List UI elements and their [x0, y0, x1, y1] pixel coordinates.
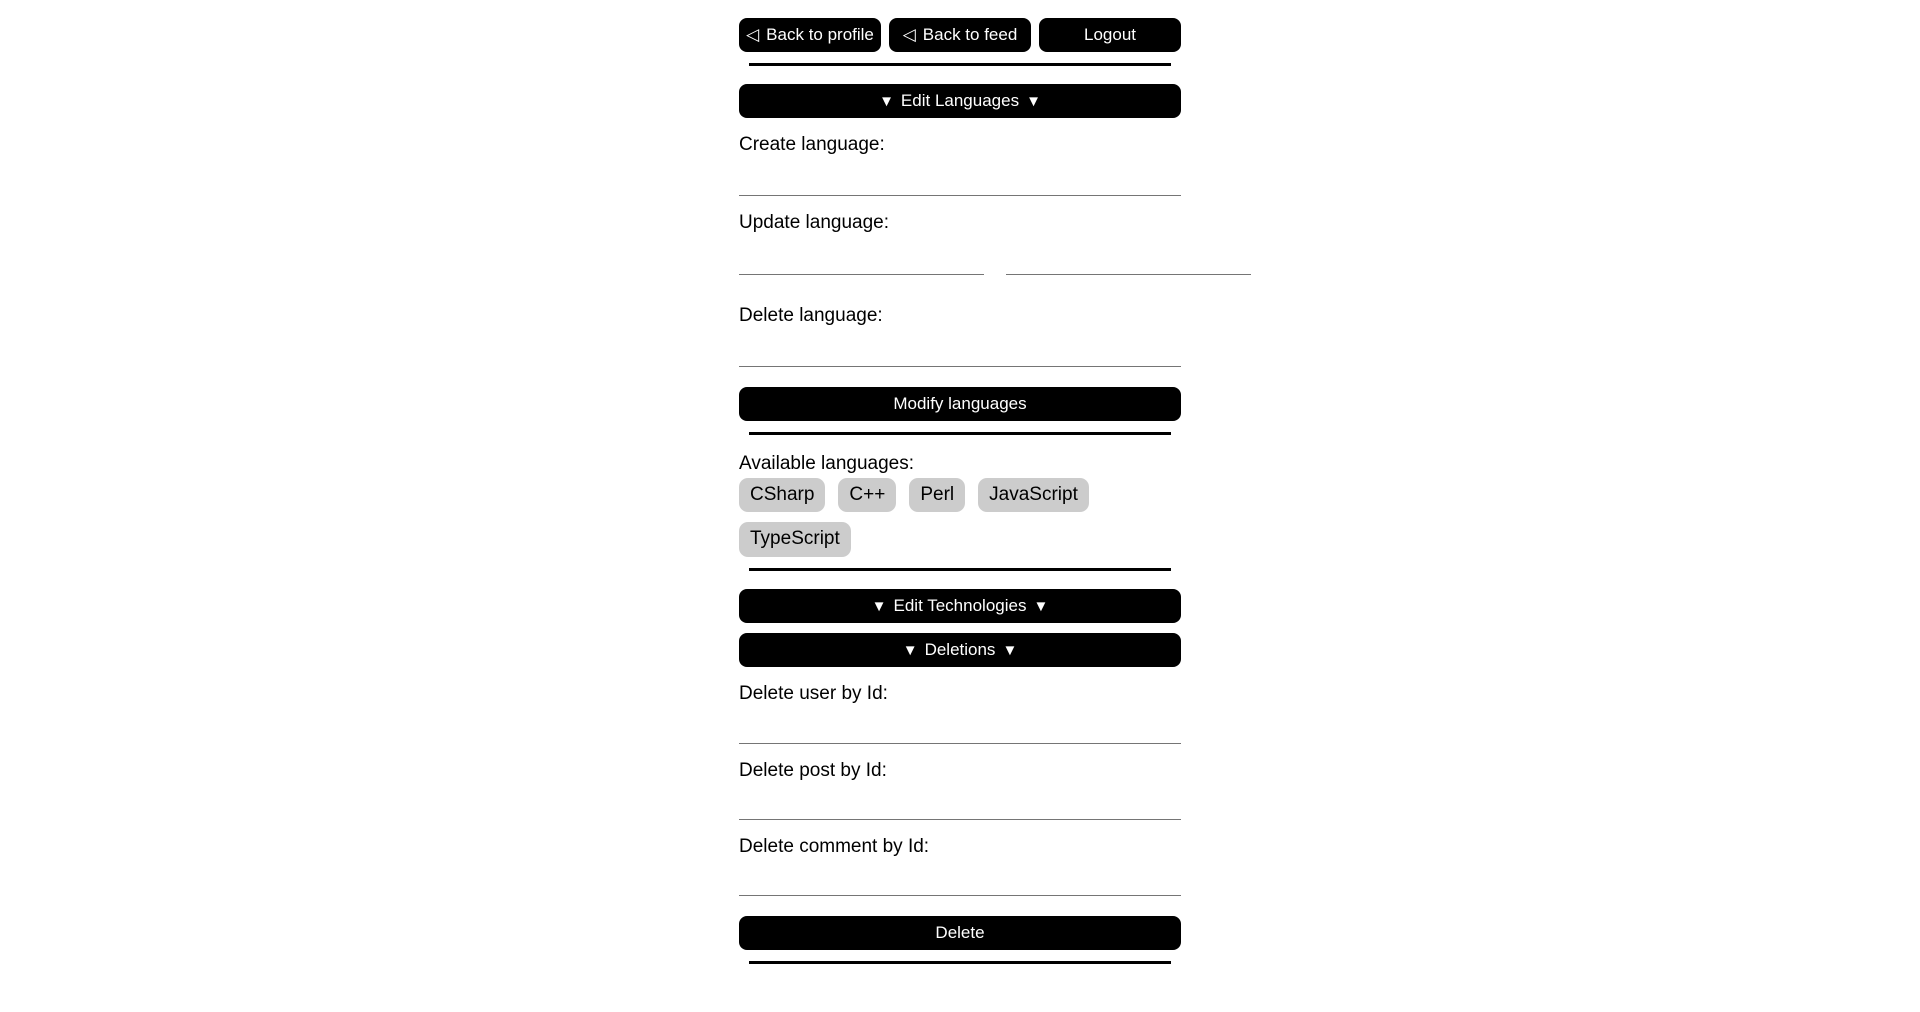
update-language-fields [739, 235, 1181, 289]
language-tag: Perl [909, 478, 965, 513]
delete-comment-by-id-input[interactable] [739, 858, 1181, 896]
language-tag: JavaScript [978, 478, 1089, 513]
chevron-down-icon: ▼ [1026, 92, 1041, 110]
admin-panel [739, 0, 1181, 964]
back-to-feed-button[interactable] [889, 18, 1031, 52]
delete-comment-by-id-label: Delete comment by Id: [739, 836, 930, 858]
create-language-input[interactable] [739, 156, 1181, 196]
chevron-down-icon: ▼ [1033, 597, 1049, 615]
deletions-toggle[interactable] [739, 633, 1181, 667]
edit-languages-toggle[interactable] [739, 84, 1181, 118]
edit-technologies-toggle[interactable] [739, 589, 1181, 623]
deletions-toggle-label: Deletions [924, 640, 996, 660]
chevron-down-icon: ▼ [871, 597, 887, 615]
language-tag: CSharp [739, 478, 825, 513]
back-icon: ◁ [902, 25, 916, 44]
section-divider [749, 432, 1171, 435]
delete-language-label: Delete language: [739, 304, 883, 326]
delete-user-by-id-label: Delete user by Id: [739, 683, 888, 705]
update-language-old-input[interactable] [739, 235, 984, 275]
back-to-profile-button[interactable] [739, 18, 881, 52]
modify-languages-button[interactable] [739, 387, 1181, 421]
top-nav [739, 18, 1181, 52]
delete-post-by-id-input[interactable] [739, 782, 1181, 820]
logout-label: Logout [1084, 25, 1136, 44]
create-language-label: Create language: [739, 134, 885, 155]
language-tag: C++ [838, 478, 896, 513]
section-divider [749, 63, 1171, 66]
logout-button[interactable] [1039, 18, 1181, 52]
language-tag-list [739, 478, 1181, 558]
delete-user-by-id-input[interactable] [739, 706, 1181, 744]
back-to-profile-label: Back to profile [766, 25, 874, 44]
delete-button-label: Delete [935, 923, 985, 943]
chevron-down-icon: ▼ [1002, 641, 1018, 659]
edit-technologies-toggle-label: Edit Technologies [893, 596, 1027, 616]
chevron-down-icon: ▼ [879, 92, 894, 110]
update-language-new-input[interactable] [1006, 235, 1251, 275]
edit-languages-toggle-label: Edit Languages [900, 91, 1020, 110]
delete-post-by-id-label: Delete post by Id: [739, 759, 887, 781]
delete-language-input[interactable] [739, 327, 1181, 367]
back-to-feed-label: Back to feed [922, 25, 1018, 44]
section-divider [749, 568, 1171, 571]
language-tag: TypeScript [739, 522, 851, 557]
chevron-down-icon: ▼ [902, 641, 918, 659]
update-language-label: Update language: [739, 212, 890, 234]
modify-languages-label: Modify languages [893, 394, 1027, 414]
delete-button[interactable] [739, 916, 1181, 950]
available-languages-label: Available languages: [739, 453, 915, 475]
back-icon: ◁ [746, 25, 760, 44]
section-divider [749, 961, 1171, 964]
